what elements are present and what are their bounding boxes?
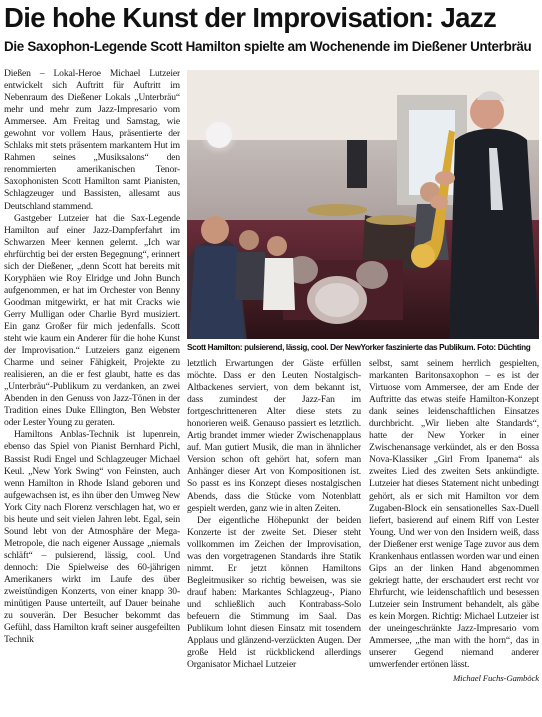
article-column-2 bbox=[187, 358, 361, 713]
paragraph: selbst, samt seinem herrlich gespielten, markanten Baritonsaxophon – es ist der Virtuose vom Ammersee, der am Ende der Auftritte das etwas steife Hamilton-Konzept dank seines leidenschaftlichen Einsatzes durchbricht. „Wir lieben alte Standards“, hatte der New Yorker in einer Zwischenansage verkündet, als er den Bossa Nova-Klassiker „Girl From Ipanema“ als zweites Lied des zweiten Sets ankündigte. Lutzeier hat dieses Statement nicht unbedingt gehört, als er sich mit Hamilton vor dem Zugaben-Block ein sensationelles Sax-Duell liefert, basierend auf einem Riff von Lester Young. Und wer von den Insidern weiß, dass der Dießener erst wenige Tage zuvor aus dem Krankenhaus entlassen worden war und einen Gips an der linken Hand abgenommen gekriegt hatte, der erschaudert erst recht vor Ehrfurcht, wie leidenschaftlich und besessen Lutzeier sein Instrument behandelt, als gäbe es kein Morgen. Richtig: Michael Lutzeier ist der uneingeschränkte Jazz-Impresario vom Ammersee, „the man with the horn“, das in unserer Gegend niemand anderer umwerfender ertönen lässt. bbox=[369, 358, 539, 671]
concert-photo bbox=[187, 70, 539, 339]
paragraph: Der eigentliche Höhepunkt der beiden Konzerte ist der zweite Set. Dieser steht vollkommen im Zeichen der Improvisation, was den vorgetragenen Standards ihre Statik nimmt. Er jetzt können Hamiltons Begleitmusiker so richtig beweisen, was sie drauf haben: Markantes Schlagzeug-, Piano und schließlich auch Kontrabass-Solo befeuern die Stimmung im Saal. Das Publikum lohnt diesen Einsatz mit tosendem Applaus und glänzend-verzückten Augen. Der große Held ist rückblickend allerdings Organisator Michael Lutzeier bbox=[187, 514, 361, 671]
headline: Die hohe Kunst der Improvisation: Jazz bbox=[4, 2, 497, 33]
article-column-3 bbox=[369, 358, 539, 713]
paragraph: Dießen – Lokal-Heroe Michael Lutzeier entwickelt sich Auftritt für Auftritt im Nebenraum des Dießener Lokals „Unterbräu“ mehr und mehr zum Jazz-Impresario vom Ammersee. Am Freitag und Samstag, wie gewohnt vor vollem Haus, präsentierte der Schlaks mit stets präsentem markantem Hut im Rahmen seines „Musiksalons“ den renommierten amerikanischen Tenor-Saxophonisten Scott Hamilton samt Pianisten, Schlagzeuger und Bassisten, allesamt aus Deutschland stammend. bbox=[4, 68, 180, 212]
author-byline: Michael Fuchs-Gamböck bbox=[452, 673, 539, 684]
photo-caption: Scott Hamilton: pulsierend, lässig, cool. Der NewYorker faszinierte das Publikum. Foto: Düchting bbox=[187, 343, 531, 352]
subheadline: Die Saxophon-Legende Scott Hamilton spielte am Wochenende im Dießener Unterbräu bbox=[4, 39, 532, 54]
article-column-1 bbox=[4, 68, 180, 713]
paragraph: Hamiltons Anblas-Technik ist lupenrein, ebenso das Spiel von Pianist Bernhard Pichl, Bassist Rudi Engel und Schlagzeuger Michael Keul. „New York Swing“ von Feinsten, auch wenn Hamilton in Rhode Island geboren und aufgewachsen ist, es ihn über den Umweg New York City nach Florenz verschlagen hat, wo er bis heute und seit vielen Jahren lebt. Egal, sein Sound lebt von der Atmosphäre der Mega-Metropole, die nach eigener Aussage „niemals schläft“ – pulsierend, lässig, cool. Und dennoch: Die Spielweise des 60-jährigen Amerikaners wirkt im Laufe des über zweistündigen Konzerts, von einer knapp 30-minütigen Pause unterteilt, auf Dauer beinahe zu souverän. Der Besucher bekommt das Gefühl, dass Hamilton kraft seiner ausgefeilten Technik bbox=[4, 429, 180, 646]
paragraph: letztlich Erwartungen der Gäste erfüllen möchte. Dass er den Leuten Nostalgisch-Altbackenes serviert, von dem bekannt ist, dass zumindest der Jazz-Fan im fortgeschritteneren Alter diese stets zu honorieren weiß. Genauso passiert es letztlich. Artig brandet immer wieder Zwischenapplaus auf. Man gutiert Musik, die man in ähnlicher Version schon oft gehört hat, sofern man Anhänger dieser Art von Kompositionen ist. So passt es ins Konzept dieses nostalgischen Abends, dass die Stücke vom Notenblatt gespielt werden, ganz wie in alten Zeiten. bbox=[187, 358, 361, 514]
paragraph: Gastgeber Lutzeier hat die Sax-Legende Hamilton auf einer Jazz-Dampferfahrt im Schwarzen Meer kennen gelernt. „Ich war ehrfürchtig bei der ersten Begegnung“, erinnert sich der Dießener, „denn Scott hat bereits mit Koryphäen wie Roy Elridge und John Bunch aufgenommen, er hat im Orchester von Benny Goodman mitgewirkt, er hat mit Cracks wie Gerry Mulligan oder Charlie Byrd musiziert. Ein ganz Großer für mich jedenfalls. Scott steht wie kaum ein Anderer für die hohe Kunst der Improvisation.“ Lutzeiers ganz eigenem Charme und seiner Fähigkeit, Projekte zu realisieren, an die er fest glaubt, hatte es das „Unterbräu“-Publikum zu verdanken, an zwei Abenden in den Genuss von Jazz-Tönen in der Tradition eines Duke Ellington, Ben Webster oder Lester Young zu geraten. bbox=[4, 212, 180, 429]
